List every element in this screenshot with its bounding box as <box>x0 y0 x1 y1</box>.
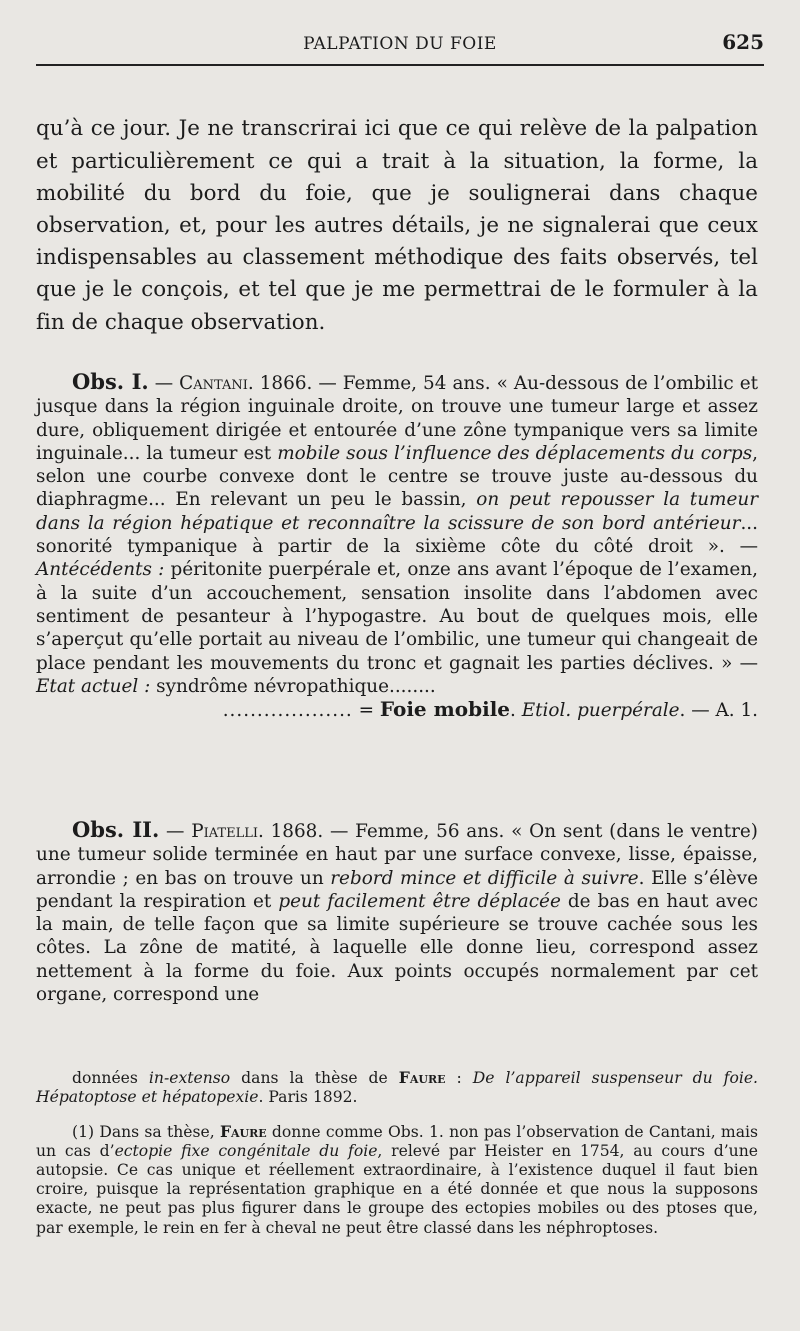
leader-dots: ................... <box>222 700 353 722</box>
footnote-continuation <box>36 1068 758 1107</box>
observation-1-text-4: péritonite puerpérale et, onze ans avant l’époque de l’examen, à la suite d’un accouchement, sensation insolite dans l’abdomen avec sentiment de pesanteur à l’hypogastre. Au bout de quelques mois, elle s’aperçut qu’elle portait au niveau de l’ombilic, une tumeur qui changeait de place pendant les mouvements du tronc et gagnait les parties déclives. » — <box>36 559 758 674</box>
footnote-text: dans la thèse de <box>230 1068 399 1087</box>
footnote-text: (1) Dans sa thèse, <box>72 1122 220 1141</box>
observation-2-author: Piatelli <box>191 821 258 842</box>
footnote-text: donne comme Obs. 1. non pas l’observation de Cantani, mais un cas d’ <box>36 1122 758 1160</box>
period: . <box>510 700 522 722</box>
observation-2-italic-1: rebord mince et difficile à suivre <box>330 867 639 889</box>
footnote-text: , relevé par Heister en 1754, au cours d’une autopsie. Ce cas unique et réellement extraordinaire, à l’existence duquel il faut bien croire, puisque la représentation graphique en a été donnée et que nous la supposons exacte, ne peut pas plus figurer dans le groupe des ectopies mobiles ou des ptoses que, par exemple, le rein en fer à cheval ne peut être classé dans les néphroptoses. <box>36 1141 758 1237</box>
running-head <box>36 30 764 60</box>
observation-2 <box>36 818 758 1006</box>
dash: — <box>159 821 192 842</box>
observation-2-text-2: . Elle s’élève pendant la respiration et <box>36 867 758 912</box>
observation-1-text: . 1866. — Femme, 54 ans. « Au-dessous de l’ombilic et jusque dans la région inguinale droite, on trouve une tumeur large et assez dure, obliquement dirigée et entourée d’une zône tympanique vers sa limite inguinale... la tumeur est <box>36 373 758 464</box>
footnote-author: Faure <box>219 1121 267 1141</box>
observation-2-italic-2: peut facilement être déplacée <box>278 890 561 912</box>
observation-2-body <box>36 818 758 1006</box>
footnote-text: : <box>445 1068 473 1087</box>
page-number: 625 <box>722 30 764 54</box>
running-head-title: PALPATION DU FOIE <box>303 34 497 54</box>
observation-1-label: Obs. I. <box>72 369 149 394</box>
observation-1-ref: . — A. 1. <box>679 700 758 722</box>
footnote-book-title: De l’appareil suspenseur du foie. Hépatoptose et hépatopexie <box>36 1068 759 1106</box>
observation-1-text-5: syndrôme névropathique........ <box>150 675 436 697</box>
observation-1-antecedents: Antécédents : <box>36 559 165 581</box>
observation-2-text-3: de bas en haut avec la main, de telle façon que sa limite supérieure se trouve cachée sous les côtes. La zône de matité, à laquelle elle donne lieu, correspond assez nettement à la forme du foie. Aux points occupés normalement par cet organe, correspond une <box>36 890 759 1006</box>
observation-1-etat-actuel: Etat actuel : <box>36 675 151 697</box>
dash: — <box>148 373 180 394</box>
observation-2-text: . 1868. — Femme, 56 ans. « On sent (dans le ventre) une tumeur solide terminée en haut par une surface convexe, lisse, épaisse, arrondie ; en bas on trouve un <box>36 821 758 889</box>
observation-1-conclusion <box>36 698 758 722</box>
observation-1-diagnosis: Foie mobile <box>379 697 511 722</box>
intro-paragraph: qu’à ce jour. Je ne transcrirai ici que ce qui relève de la palpation et particulièrement ce qui a trait à la situation, la forme, la mobilité du bord du foie, que je soulignerai dans chaque observation, et, pour les autres détails, je ne signalerai que ceux indispensables au classement méthodique des faits observés, tel que je le conçois, et tel que je me permettrai de le formuler à la fin de chaque observation. <box>36 116 758 335</box>
footnote-text: données <box>72 1068 149 1087</box>
header-rule <box>36 64 764 66</box>
observation-1-author: Cantani <box>179 373 248 394</box>
observation-1 <box>36 370 758 722</box>
observation-1-text-3: ... sonorité tympanique à partir de la sixième côte du côté droit ». — <box>36 512 758 558</box>
observation-1-text-2: , selon une courbe convexe dont le centre se trouve juste au-dessous du diaphragme... En relevant un peu le bassin, <box>36 442 758 511</box>
footnote-text: . Paris 1892. <box>258 1087 358 1106</box>
footnote-1 <box>36 1122 758 1238</box>
observation-1-body <box>36 370 758 698</box>
observation-1-italic-1: mobile sous l’influence des déplacements du corps <box>277 442 753 464</box>
footnote-author: Faure <box>398 1067 446 1087</box>
observation-2-label: Obs. II. <box>72 817 160 842</box>
observation-1-italic-2: on peut repousser la tumeur dans la région hépatique et reconnaître la scissure de son bord antérieur <box>36 489 758 534</box>
footnote-italic: ectopie fixe congénitale du foie <box>114 1141 378 1160</box>
observation-1-etiology: Etiol. puerpérale <box>521 700 680 722</box>
equals-sign: = <box>352 700 380 722</box>
footnote-italic: in-extenso <box>148 1068 231 1087</box>
